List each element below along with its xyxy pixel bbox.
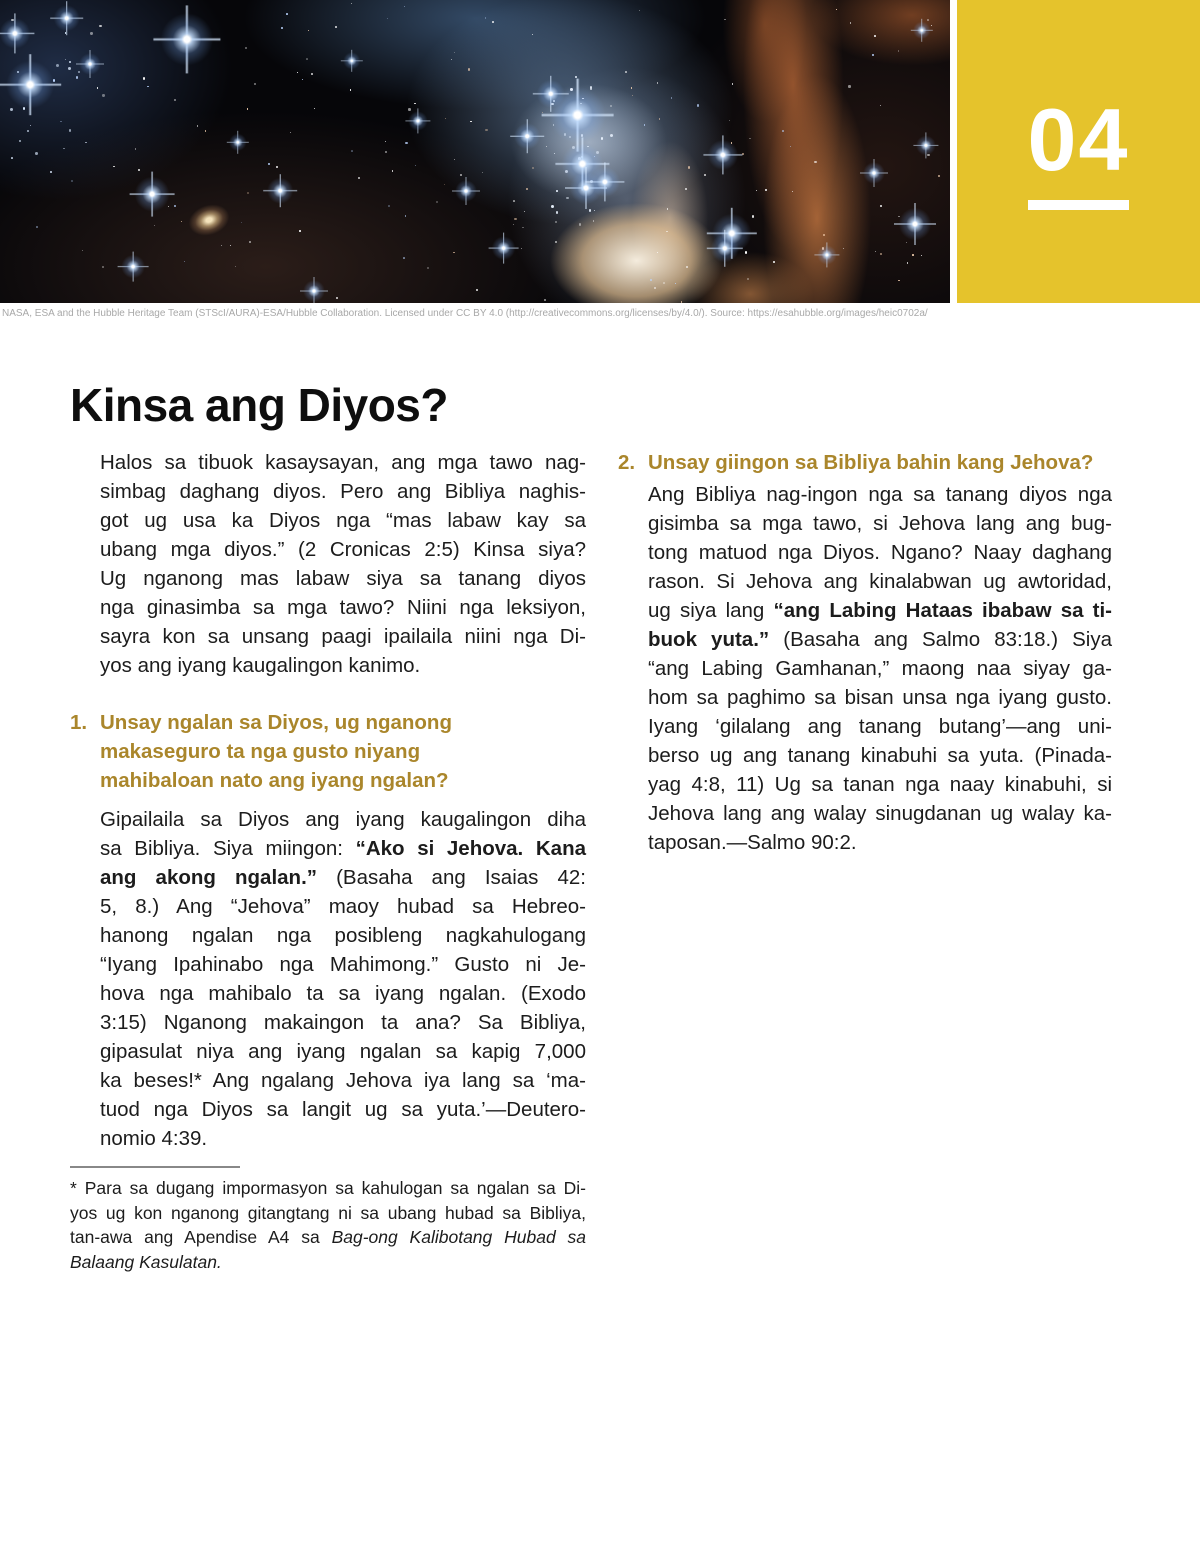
star-dot <box>53 79 55 81</box>
star-dot <box>65 32 66 33</box>
star-dot <box>675 283 676 284</box>
question-2-paragraph <box>618 480 1112 857</box>
star-dot <box>589 209 592 212</box>
bright-star <box>894 203 936 245</box>
star-dot <box>147 86 148 87</box>
text-line: tong matuod nga Diyos. Ngano? Naay daghang <box>648 541 1112 564</box>
star-dot <box>671 97 672 98</box>
star-dot <box>513 200 515 202</box>
star-dot <box>850 22 851 23</box>
question-1-paragraph <box>70 805 586 1153</box>
star-dot <box>565 170 568 173</box>
star-dot <box>729 120 730 121</box>
star-dot <box>898 216 900 218</box>
star-dot <box>907 262 909 264</box>
text-line: yag 4:8, 11) Ug sa tanan nga naay kinabuhi, si <box>648 773 1112 796</box>
star-dot <box>19 140 22 143</box>
star-dot <box>454 52 455 53</box>
text-line: simbag daghang diyos. Pero ang Bibliya naghis- <box>100 480 586 503</box>
star-dot <box>482 172 483 173</box>
star-dot <box>569 136 571 138</box>
star-dot <box>65 59 66 60</box>
star-dot <box>532 167 534 169</box>
star-dot <box>50 171 52 173</box>
text-line: yos ang iyang kaugalingon kanimo. <box>100 654 421 677</box>
star-dot <box>880 205 882 207</box>
star-dot <box>97 87 99 89</box>
footnote-divider <box>70 1166 240 1168</box>
star-dot <box>938 175 940 177</box>
star-dot <box>290 132 291 133</box>
text-line: Ug nganong mas labaw siya sa tanang diyos <box>100 567 586 590</box>
star-dot <box>906 242 907 243</box>
text-line: * Para sa dugang impormasyon sa kahulogan sa ngalan sa Di- <box>70 1178 586 1198</box>
question-1-number: 1. <box>70 711 88 734</box>
star-dot <box>663 282 665 284</box>
star-dot <box>654 287 656 289</box>
right-column <box>618 448 1112 857</box>
star-dot <box>415 165 416 166</box>
star-dot <box>154 225 155 226</box>
star-dot <box>197 125 199 127</box>
text-line: tuod nga Diyos sa langit ug sa yuta.’—Deutero- <box>100 1098 586 1121</box>
star-dot <box>555 241 557 243</box>
text-line: nga ginasimba sa mga tawo? Niini nga leksiyon, <box>100 596 586 619</box>
star-dot <box>601 137 604 140</box>
text-line: Unsay giingon sa Bibliya bahin kang Jehova? <box>648 451 1094 474</box>
star-dot <box>814 161 816 163</box>
star-dot <box>388 205 390 207</box>
star-dot <box>513 224 514 225</box>
text-line: hanong ngalan nga posibleng nagkahulogang <box>100 924 586 947</box>
star-dot <box>644 124 646 126</box>
star-dot <box>297 72 298 73</box>
star-dot <box>286 13 288 15</box>
star-dot <box>875 251 876 252</box>
chapter-badge <box>957 0 1200 303</box>
star-dot <box>572 146 575 149</box>
star-dot <box>36 226 38 228</box>
star-dot <box>921 255 922 256</box>
question-1-heading-text <box>100 708 452 795</box>
star-dot <box>843 248 844 249</box>
question-2-heading-text <box>648 448 1093 477</box>
text-line: nomio 4:39. <box>100 1127 208 1150</box>
star-dot <box>311 73 313 75</box>
star-dot <box>594 210 595 211</box>
star-dot <box>11 19 13 21</box>
star-dot <box>476 289 478 291</box>
bright-star <box>703 135 742 174</box>
bright-star <box>488 233 519 264</box>
star-dot <box>773 261 775 263</box>
text-line: yos ug kon nganong gitangtang ni sa ubang hubad sa Bibliya, <box>70 1202 586 1223</box>
star-dot <box>927 19 929 21</box>
star-dot <box>249 241 251 243</box>
star-dot <box>444 184 445 185</box>
star-dot <box>823 234 825 236</box>
star-dot <box>418 119 420 121</box>
star-dot <box>63 148 64 149</box>
star-dot <box>90 32 92 34</box>
star-dot <box>657 82 659 84</box>
star-dot <box>650 279 652 281</box>
text-line: ka beses!* Ang ngalang Jehova iya lang sa ‘ma- <box>100 1069 586 1092</box>
star-dot <box>587 146 588 147</box>
star-dot <box>765 189 767 191</box>
star-dot <box>590 87 592 89</box>
text-line: “Iyang Ipahinabo nga Mahimong.” Gusto ni Je- <box>100 953 586 976</box>
bright-star <box>0 54 61 116</box>
star-dot <box>241 222 242 223</box>
star-dot <box>247 192 249 194</box>
bright-star <box>76 50 104 78</box>
star-dot <box>578 157 581 160</box>
text-line: sa Bibliya. Siya miingon: “Ako si Jehova. Kana <box>100 837 587 860</box>
star-dot <box>593 220 595 222</box>
star-dot <box>56 64 59 67</box>
star-dot <box>782 130 784 132</box>
star-dot <box>27 130 29 132</box>
page-title: Kinsa ang Diyos? <box>70 378 448 431</box>
bright-star <box>405 109 430 134</box>
text-line: hova nga mahibalo ta sa iyang ngalan. (Exodo <box>100 982 586 1005</box>
star-dot <box>247 108 249 110</box>
star-dot <box>625 71 627 73</box>
text-line: ug siya lang “ang Labing Hataas ibabaw sa ti- <box>648 599 1113 622</box>
star-dot <box>610 134 613 137</box>
star-dot <box>181 221 182 222</box>
left-column <box>70 448 586 1274</box>
star-dot <box>230 245 231 246</box>
star-dot <box>697 104 699 106</box>
star-dot <box>685 188 687 190</box>
text-line: gisimba sa mga tawo, si Jehova lang ang bug- <box>648 512 1112 535</box>
text-line: ang akong ngalan.” (Basaha ang Isaias 42: <box>100 866 586 889</box>
star-dot <box>610 105 612 107</box>
bright-star <box>814 242 839 267</box>
star-dot <box>667 208 668 209</box>
star-dot <box>221 245 222 246</box>
star-dot <box>102 94 104 96</box>
star-dot <box>564 133 567 136</box>
star-dot <box>427 267 429 269</box>
star-dot <box>102 266 104 268</box>
star-dot <box>405 142 407 144</box>
star-dot <box>35 152 38 155</box>
text-line: rason. Si Jehova ang kinalabwan ug awtoridad, <box>648 570 1112 593</box>
star-dot <box>594 156 595 157</box>
text-line: got ug usa ka Diyos nga “mas labaw kay sa <box>100 509 586 532</box>
star-dot <box>385 141 386 142</box>
bright-star <box>130 172 175 217</box>
star-dot <box>579 223 581 225</box>
star-dot <box>392 170 393 171</box>
star-dot <box>336 297 337 298</box>
star-dot <box>590 180 593 183</box>
star-dot <box>308 30 309 31</box>
star-dot <box>792 191 793 192</box>
footnote-text <box>70 1176 586 1274</box>
bright-star <box>510 120 544 154</box>
star-dot <box>581 134 583 136</box>
star-dot <box>10 108 13 111</box>
text-line: Iyang ‘gilalang ang tanang butang’—ang uni- <box>648 715 1112 738</box>
star-dot <box>639 10 640 11</box>
star-dot <box>872 54 873 55</box>
star-dot <box>546 146 547 147</box>
star-dot <box>168 206 169 207</box>
image-credit-text: NASA, ESA and the Hubble Heritage Team (STScI/AURA)-ESA/Hubble Collaboration. Licensed under CC BY 4.0 (http://creativecommons.org/licenses/by/4.0/). Source: https://esahubble.org/images/heic0702a/ <box>2 308 928 319</box>
star-dot <box>874 35 876 37</box>
star-dot <box>143 77 145 79</box>
star-dot <box>299 230 301 232</box>
text-line: Jehova lang ang walay sinugdanan ug walay ka- <box>648 802 1112 825</box>
star-dot <box>451 59 452 60</box>
star-dot <box>551 103 553 105</box>
star-dot <box>749 138 750 139</box>
star-dot <box>385 151 387 153</box>
bright-star <box>300 277 328 303</box>
star-dot <box>60 121 61 122</box>
star-dot <box>898 280 899 281</box>
star-dot <box>351 150 353 152</box>
bright-star <box>533 76 569 112</box>
text-line: Ang Bibliya nag-ingon nga sa tanang diyos nga <box>648 483 1112 506</box>
star-dot <box>836 9 837 10</box>
star-dot <box>78 71 80 73</box>
star-dot <box>880 253 882 255</box>
star-dot <box>742 153 744 155</box>
bright-star <box>914 133 939 158</box>
star-dot <box>358 177 360 179</box>
star-dot <box>724 19 726 21</box>
star-dot <box>631 87 632 88</box>
star-dot <box>522 227 523 228</box>
bright-star <box>118 251 149 282</box>
star-dot <box>553 124 554 125</box>
star-dot <box>205 130 206 131</box>
star-dot <box>30 125 31 126</box>
bright-star <box>452 177 480 205</box>
star-dot <box>404 6 405 7</box>
star-dot <box>408 108 410 110</box>
text-columns <box>70 448 1112 1274</box>
bright-star <box>706 208 756 258</box>
star-dot <box>268 163 269 164</box>
star-dot <box>76 76 78 78</box>
star-dot <box>82 250 83 251</box>
star-dot <box>69 129 71 131</box>
chapter-underline <box>1028 200 1129 210</box>
star-dot <box>704 174 706 176</box>
text-line: berso ug ang tanang kinabuhi sa yuta. (Pinada- <box>648 744 1112 767</box>
star-dot <box>302 79 303 80</box>
bright-star <box>50 1 84 35</box>
star-dot <box>68 67 71 70</box>
star-dot <box>350 89 352 91</box>
text-line: mahibaloan nato ang iyang ngalan? <box>100 769 449 792</box>
star-dot <box>351 3 352 4</box>
text-line: Halos sa tibuok kasaysayan, ang mga tawo nag- <box>100 451 586 474</box>
text-line: Gipailaila sa Diyos ang iyang kaugalingon diha <box>100 808 586 831</box>
star-dot <box>306 58 308 60</box>
text-line: 3:15) Nganong makaingon ta ana? Sa Bibliya, <box>100 1011 586 1034</box>
star-dot <box>927 154 929 156</box>
star-dot <box>544 299 546 301</box>
star-dot <box>556 211 559 214</box>
question-2-heading <box>618 448 1112 477</box>
star-dot <box>554 153 555 154</box>
star-dot <box>436 201 438 203</box>
star-dot <box>99 25 101 27</box>
star-dot <box>276 166 278 168</box>
star-dot <box>254 83 256 85</box>
chapter-number: 04 <box>1027 90 1130 189</box>
star-dot <box>524 211 525 212</box>
star-dot <box>553 100 555 102</box>
star-dot <box>138 169 140 171</box>
star-dot <box>184 261 185 262</box>
bright-star <box>263 174 297 208</box>
star-dot <box>235 266 236 267</box>
star-dot <box>485 129 487 131</box>
star-dot <box>580 103 582 105</box>
star-dot <box>666 231 667 232</box>
bright-star <box>565 167 607 209</box>
star-dot <box>745 251 747 253</box>
star-dot <box>566 197 569 200</box>
star-dot <box>731 142 733 144</box>
text-line: buok yuta.” (Basaha ang Salmo 83:18.) Siya <box>648 628 1113 651</box>
star-dot <box>848 85 850 87</box>
nebula-image <box>0 0 950 303</box>
text-line: tan-awa ang Apendise A4 sa Bag-ong Kalibotang Hubad sa <box>70 1227 586 1247</box>
star-dot <box>69 61 70 62</box>
bright-star <box>541 79 614 152</box>
star-dot <box>453 252 454 253</box>
star-dot <box>574 112 577 115</box>
text-line: ubang mga diyos.” (2 Cronicas 2:5) Kinsa siya? <box>100 538 586 561</box>
star-dot <box>521 248 522 249</box>
text-line: Unsay ngalan sa Diyos, ug nganong <box>100 711 452 734</box>
intro-paragraph <box>70 448 586 680</box>
bright-star <box>154 6 221 73</box>
star-dot <box>581 156 583 158</box>
star-dot <box>470 121 471 122</box>
star-dot <box>113 166 115 168</box>
star-dot <box>898 50 900 52</box>
star-dot <box>405 215 406 216</box>
star-dot <box>912 254 914 256</box>
star-dot <box>414 103 416 105</box>
star-dot <box>657 252 658 253</box>
spiral-galaxy <box>184 199 233 241</box>
star-dot <box>570 88 573 91</box>
star-dot <box>551 205 554 208</box>
bright-star <box>910 19 932 41</box>
star-dot <box>135 148 137 150</box>
text-line: “ang Labing Gamhanan,” maong naa siyay ga- <box>648 657 1112 680</box>
text-line: sayra kon sa unsang paagi ipailaila niini nga Di- <box>100 625 586 648</box>
star-dot <box>756 190 757 191</box>
text-line: hom sa paghimo sa bisan unsa nga iyang gusto. <box>648 686 1112 709</box>
star-dot <box>582 98 584 100</box>
star-dot <box>880 105 881 106</box>
star-dot <box>532 34 533 35</box>
star-dot <box>732 83 733 84</box>
star-dot <box>492 21 494 23</box>
star-dot <box>688 166 690 168</box>
star-dot <box>387 18 388 19</box>
star-dot <box>468 68 470 70</box>
star-dot <box>681 301 682 302</box>
star-dot <box>281 27 283 29</box>
star-dot <box>822 247 824 249</box>
question-2-number: 2. <box>618 451 636 474</box>
star-dot <box>174 99 176 101</box>
star-dot <box>555 221 557 223</box>
star-dot <box>575 76 577 78</box>
star-dot <box>17 71 19 73</box>
star-dot <box>686 266 688 268</box>
star-dot <box>335 26 336 27</box>
star-dot <box>454 159 455 160</box>
star-dot <box>752 215 754 217</box>
bright-star <box>860 159 888 187</box>
star-dot <box>542 112 543 113</box>
star-dot <box>596 151 599 154</box>
star-dot <box>790 146 791 147</box>
star-dot <box>403 257 405 259</box>
star-dot <box>485 17 486 18</box>
star-dot <box>931 25 932 26</box>
star-dot <box>556 190 558 192</box>
bright-star <box>707 230 743 266</box>
bright-star <box>226 131 248 153</box>
star-dot <box>590 86 592 88</box>
text-line: makaseguro ta nga gusto niyang <box>100 740 421 763</box>
star-dot <box>583 161 584 162</box>
question-1-heading <box>70 708 586 795</box>
star-dot <box>583 186 585 188</box>
star-dot <box>747 278 749 280</box>
star-dot <box>659 118 661 120</box>
bright-star <box>586 162 625 201</box>
text-line: 5, 8.) Ang “Jehova” maoy hubad sa Hebreo- <box>100 895 586 918</box>
star-dot <box>23 107 26 110</box>
text-line: gipasulat niya ang iyang ngalan sa kapig 7,000 <box>100 1040 586 1063</box>
star-dot <box>514 218 516 220</box>
star-dot <box>460 174 462 176</box>
bright-star <box>556 137 609 190</box>
star-dot <box>526 188 528 190</box>
star-dot <box>445 118 446 119</box>
bright-star <box>340 49 362 71</box>
star-dot <box>85 142 86 143</box>
star-dot <box>245 47 247 49</box>
text-line: Balaang Kasulatan. <box>70 1251 222 1272</box>
star-dot <box>71 180 73 182</box>
star-dot <box>11 157 13 159</box>
star-dot <box>174 205 176 207</box>
text-line: taposan.—Salmo 90:2. <box>648 831 857 854</box>
bright-star <box>0 14 35 53</box>
star-dot <box>632 95 634 97</box>
star-dot <box>314 108 315 109</box>
